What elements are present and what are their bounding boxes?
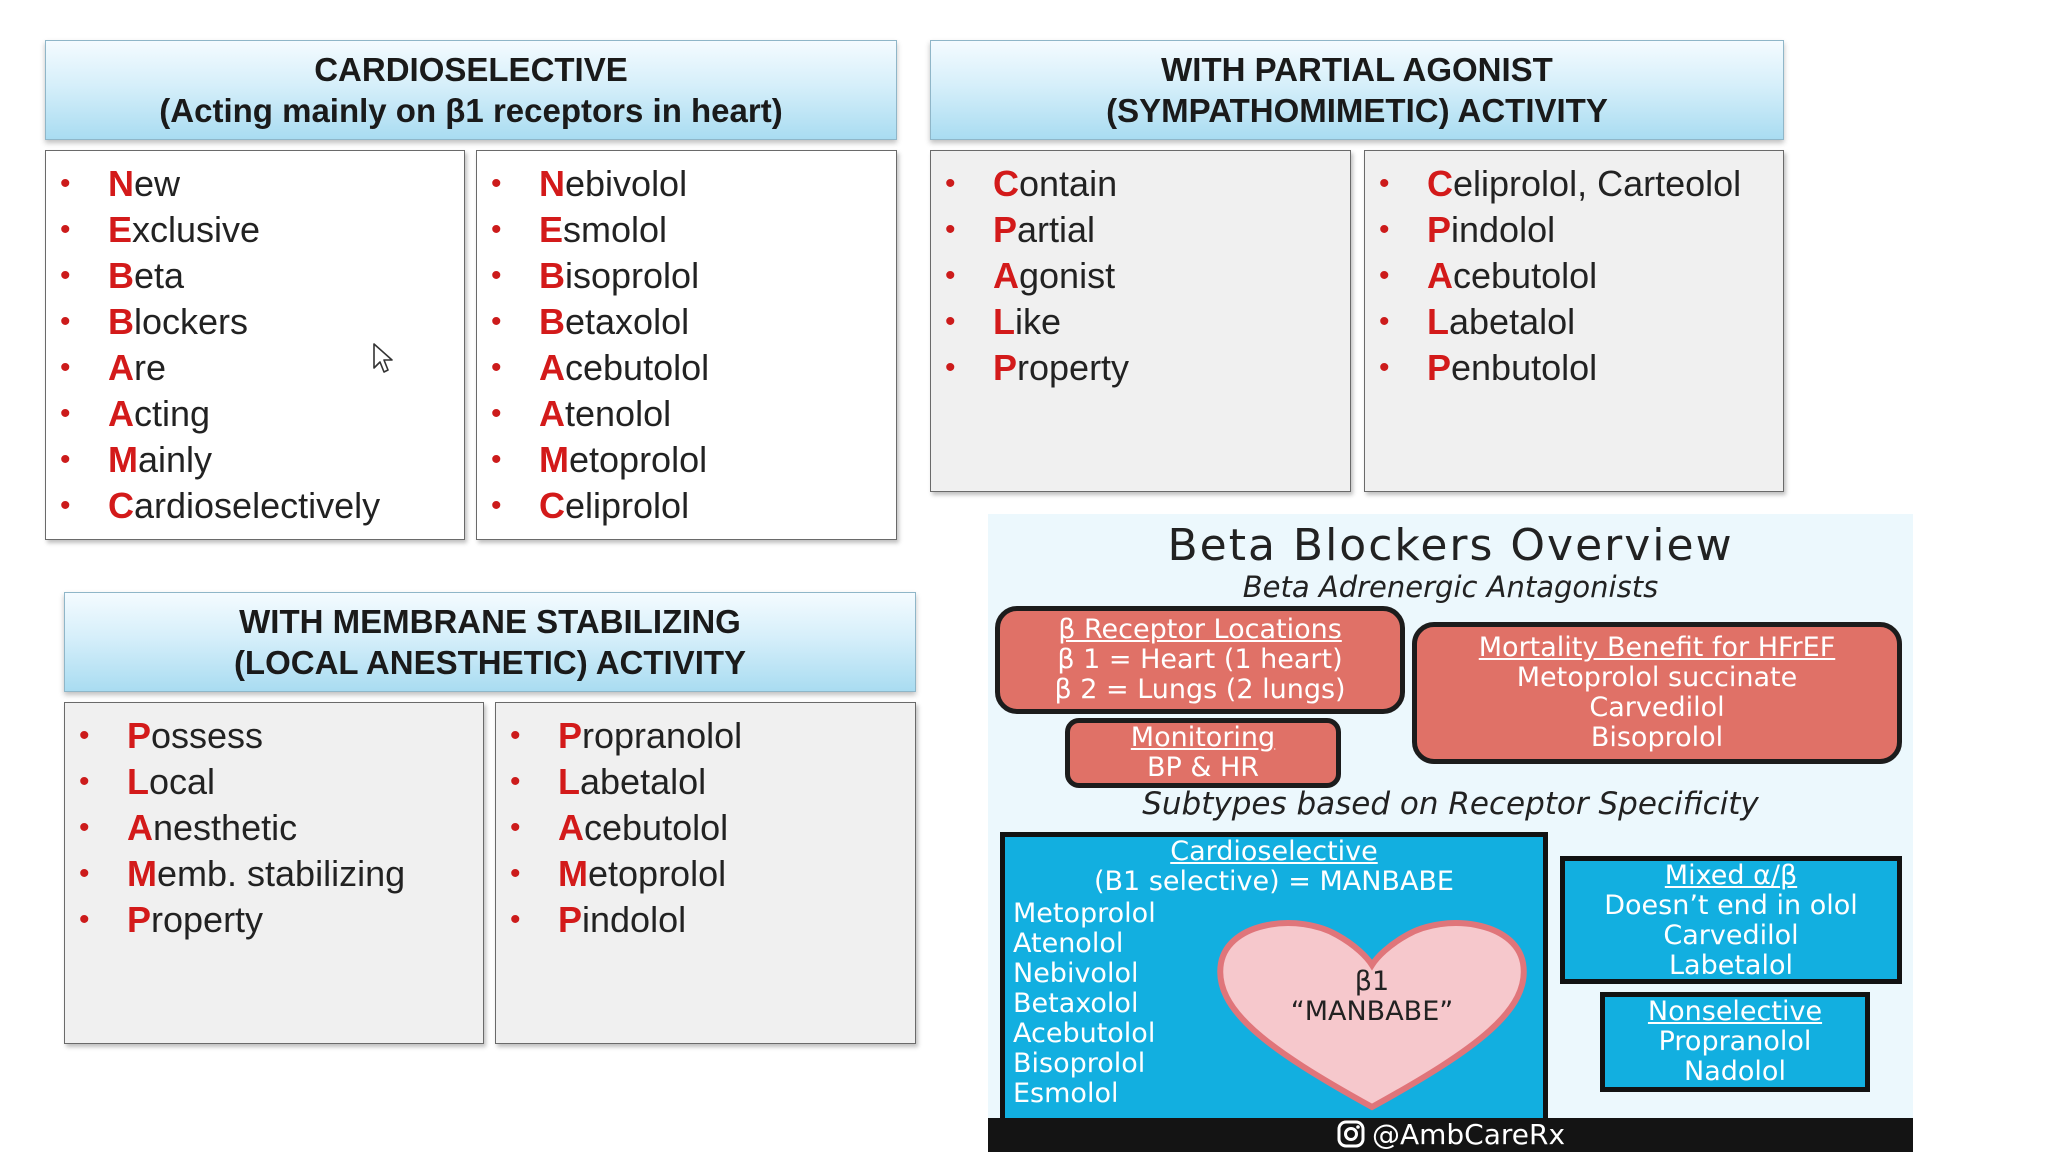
cardioselective-header-line1: CARDIOSELECTIVE (314, 51, 628, 88)
first-letter: C (108, 485, 134, 526)
bullet-icon: • (79, 811, 90, 844)
cardioselective-drug: Betaxolol (1013, 988, 1139, 1019)
social-handle: @AmbCareRx (1371, 1118, 1566, 1151)
word-rest: etoprolol (569, 439, 708, 480)
word-rest: cting (134, 393, 211, 434)
receptor-beta1-line: β 1 = Heart (1 heart) (1057, 644, 1343, 675)
partial-agonist-drug-box (1364, 150, 1784, 492)
list-item (496, 851, 915, 897)
first-letter: L (127, 761, 149, 802)
membrane-mnemonic-list (65, 703, 483, 943)
first-letter: A (127, 807, 153, 848)
word-rest: ainly (138, 439, 213, 480)
instagram-icon (1336, 1119, 1366, 1149)
list-item (496, 805, 915, 851)
list-item (65, 805, 483, 851)
list-item (65, 759, 483, 805)
mouse-cursor-icon (372, 342, 396, 376)
word-rest: tenolol (565, 393, 672, 434)
word-rest: nesthetic (153, 807, 298, 848)
first-letter: P (993, 347, 1018, 388)
list-item (46, 253, 464, 299)
first-letter: N (108, 163, 134, 204)
bullet-icon: • (79, 857, 90, 890)
bullet-icon: • (60, 167, 71, 200)
membrane-header-line1: WITH MEMBRANE STABILIZING (239, 603, 741, 640)
word-rest: etaxolol (565, 301, 690, 342)
list-item (477, 391, 896, 437)
nonselective-title: Nonselective (1647, 996, 1823, 1027)
first-letter: P (127, 899, 152, 940)
list-item (477, 161, 896, 207)
list-item (496, 759, 915, 805)
cardioselective-drug: Metoprolol (1013, 898, 1156, 929)
word-rest: ebivolol (565, 163, 688, 204)
cardioselective-drug: Atenolol (1013, 928, 1124, 959)
first-letter: M (108, 439, 138, 480)
bullet-icon: • (79, 765, 90, 798)
cardioselective-drug: Bisoprolol (1013, 1048, 1146, 1079)
first-letter: E (108, 209, 133, 250)
first-letter: P (558, 715, 583, 756)
word-rest: ike (1015, 301, 1062, 342)
word-rest: cebutolol (1453, 255, 1598, 296)
partial-agonist-mnemonic-list (931, 151, 1350, 391)
mortality-benefit-title: Mortality Benefit for HFrEF (1478, 632, 1836, 663)
bullet-icon: • (1379, 305, 1390, 338)
mixed-alpha-beta-title: Mixed α/β (1664, 860, 1798, 891)
social-footer-bar (988, 1118, 1913, 1152)
cardioselective-subtype-drugs (1013, 899, 1156, 1109)
mixed-drug: Carvedilol (1663, 920, 1799, 951)
bullet-icon: • (1379, 213, 1390, 246)
word-rest: eliprolol (565, 485, 690, 526)
beta-blockers-infographic (988, 514, 1913, 1152)
bullet-icon: • (60, 443, 71, 476)
subtypes-title: Subtypes based on Receptor Specificity (1142, 786, 1759, 822)
word-rest: abetalol (580, 761, 707, 802)
membrane-header (64, 592, 916, 692)
bullet-icon: • (510, 765, 521, 798)
first-letter: A (539, 347, 565, 388)
list-item (46, 391, 464, 437)
list-item (1365, 207, 1783, 253)
first-letter: M (539, 439, 569, 480)
membrane-mnemonic-box (64, 702, 484, 1044)
membrane-drug-list (496, 703, 915, 943)
list-item (477, 207, 896, 253)
bullet-icon: • (945, 167, 956, 200)
bullet-icon: • (491, 443, 502, 476)
list-item (477, 437, 896, 483)
list-item (46, 207, 464, 253)
list-item (46, 299, 464, 345)
cardioselective-mnemonic-list (46, 151, 464, 529)
word-rest: isoprolol (565, 255, 700, 296)
list-item (1365, 253, 1783, 299)
bullet-icon: • (60, 305, 71, 338)
bullet-icon: • (60, 351, 71, 384)
bullet-icon: • (491, 351, 502, 384)
bullet-icon: • (79, 903, 90, 936)
word-rest: indolol (582, 899, 687, 940)
bullet-icon: • (510, 719, 521, 752)
first-letter: P (1427, 209, 1452, 250)
heart-manbabe-label: “MANBABE” (1290, 996, 1454, 1027)
first-letter: P (1427, 347, 1452, 388)
list-item (1365, 345, 1783, 391)
bullet-icon: • (945, 213, 956, 246)
monitoring-value: BP & HR (1146, 752, 1260, 783)
first-letter: N (539, 163, 565, 204)
first-letter: A (993, 255, 1019, 296)
bullet-icon: • (945, 351, 956, 384)
cardioselective-header (45, 40, 897, 140)
list-item (46, 161, 464, 207)
list-item (931, 299, 1350, 345)
mixed-alpha-beta-box (1560, 856, 1902, 984)
word-rest: eliprolol, Carteolol (1453, 163, 1742, 204)
partial-agonist-header (930, 40, 1784, 140)
list-item (1365, 161, 1783, 207)
mixed-drug: Labetalol (1669, 950, 1793, 981)
word-rest: ontain (1019, 163, 1118, 204)
bullet-icon: • (491, 397, 502, 430)
word-rest: cebutolol (565, 347, 710, 388)
mortality-benefit-box (1412, 622, 1902, 764)
bullet-icon: • (945, 259, 956, 292)
bullet-icon: • (945, 305, 956, 338)
cardioselective-subtype-box (1000, 832, 1548, 1130)
list-item (931, 345, 1350, 391)
bullet-icon: • (60, 489, 71, 522)
cardioselective-drug-box (476, 150, 897, 540)
list-item (477, 345, 896, 391)
word-rest: ossess (151, 715, 264, 756)
first-letter: B (539, 301, 565, 342)
list-item (477, 299, 896, 345)
cardioselective-drug: Nebivolol (1013, 958, 1139, 989)
bullet-icon: • (79, 719, 90, 752)
list-item (931, 207, 1350, 253)
word-rest: eta (134, 255, 185, 296)
first-letter: M (127, 853, 157, 894)
word-rest: ew (134, 163, 181, 204)
list-item (496, 897, 915, 943)
bullet-icon: • (491, 259, 502, 292)
mortality-drug: Metoprolol succinate (1516, 662, 1798, 693)
word-rest: cebutolol (584, 807, 729, 848)
word-rest: enbutolol (1451, 347, 1598, 388)
list-item (46, 437, 464, 483)
list-item (46, 483, 464, 529)
mortality-drug: Bisoprolol (1590, 722, 1724, 753)
first-letter: B (108, 255, 134, 296)
nonselective-box (1600, 992, 1870, 1092)
partial-agonist-mnemonic-box (930, 150, 1351, 492)
cardioselective-drug-list (477, 151, 896, 529)
word-rest: indolol (1451, 209, 1556, 250)
first-letter: L (993, 301, 1015, 342)
word-rest: xclusive (132, 209, 261, 250)
word-rest: abetalol (1449, 301, 1576, 342)
bullet-icon: • (60, 213, 71, 246)
infographic-title: Beta Blockers Overview (1167, 520, 1734, 571)
first-letter: C (1427, 163, 1453, 204)
bullet-icon: • (510, 857, 521, 890)
first-letter: B (539, 255, 565, 296)
membrane-header-line2: (LOCAL ANESTHETIC) ACTIVITY (233, 644, 747, 681)
partial-agonist-header-line2: (SYMPATHOMIMETIC) ACTIVITY (1106, 92, 1608, 129)
infographic-subtitle: Beta Adrenergic Antagonists (1242, 570, 1659, 604)
first-letter: C (539, 485, 565, 526)
list-item (477, 483, 896, 529)
cardioselective-subtype-subtitle: (B1 selective) = MANBABE (1094, 866, 1454, 897)
heart-beta1-label: β1 (1354, 966, 1390, 997)
first-letter: P (558, 899, 583, 940)
first-letter: A (108, 393, 134, 434)
word-rest: roperty (151, 899, 264, 940)
word-rest: emb. stabilizing (157, 853, 406, 894)
bullet-icon: • (491, 489, 502, 522)
word-rest: etoprolol (588, 853, 727, 894)
first-letter: A (1427, 255, 1453, 296)
list-item (65, 713, 483, 759)
first-letter: E (539, 209, 564, 250)
list-item (65, 897, 483, 943)
first-letter: L (558, 761, 580, 802)
bullet-icon: • (510, 811, 521, 844)
cardioselective-drug: Acebutolol (1013, 1018, 1156, 1049)
first-letter: P (127, 715, 152, 756)
bullet-icon: • (491, 305, 502, 338)
bullet-icon: • (491, 167, 502, 200)
monitoring-box (1065, 718, 1341, 788)
word-rest: smolol (563, 209, 668, 250)
word-rest: re (134, 347, 167, 388)
list-item (931, 253, 1350, 299)
first-letter: A (558, 807, 584, 848)
first-letter: L (1427, 301, 1449, 342)
bullet-icon: • (1379, 351, 1390, 384)
nonselective-drug: Nadolol (1684, 1056, 1786, 1087)
bullet-icon: • (60, 397, 71, 430)
mixed-alpha-beta-note: Doesn’t end in olol (1604, 890, 1858, 921)
word-rest: ocal (149, 761, 216, 802)
first-letter: B (108, 301, 134, 342)
receptor-locations-box (995, 606, 1405, 714)
bullet-icon: • (1379, 259, 1390, 292)
list-item (496, 713, 915, 759)
nonselective-drug: Propranolol (1658, 1026, 1812, 1057)
partial-agonist-drug-list (1365, 151, 1783, 391)
first-letter: A (108, 347, 134, 388)
first-letter: A (539, 393, 565, 434)
cardioselective-subtype-title: Cardioselective (1170, 836, 1378, 867)
word-rest: ropranolol (582, 715, 743, 756)
word-rest: artial (1017, 209, 1096, 250)
bullet-icon: • (491, 213, 502, 246)
bullet-icon: • (60, 259, 71, 292)
list-item (931, 161, 1350, 207)
word-rest: gonist (1019, 255, 1116, 296)
mortality-drug: Carvedilol (1589, 692, 1725, 723)
word-rest: ardioselectively (134, 485, 381, 526)
word-rest: lockers (134, 301, 249, 342)
list-item (1365, 299, 1783, 345)
word-rest: roperty (1017, 347, 1130, 388)
receptor-locations-title: β Receptor Locations (1058, 614, 1342, 645)
list-item (65, 851, 483, 897)
partial-agonist-header-line1: WITH PARTIAL AGONIST (1161, 51, 1553, 88)
membrane-drug-box (495, 702, 916, 1044)
first-letter: C (993, 163, 1019, 204)
list-item (46, 345, 464, 391)
cardioselective-header-line2: (Acting mainly on β1 receptors in heart) (159, 92, 783, 129)
monitoring-title: Monitoring (1130, 722, 1276, 753)
cardioselective-mnemonic-box (45, 150, 465, 540)
bullet-icon: • (1379, 167, 1390, 200)
list-item (477, 253, 896, 299)
receptor-beta2-line: β 2 = Lungs (2 lungs) (1054, 674, 1346, 705)
cardioselective-drug: Esmolol (1013, 1078, 1119, 1109)
bullet-icon: • (510, 903, 521, 936)
first-letter: P (993, 209, 1018, 250)
first-letter: M (558, 853, 588, 894)
